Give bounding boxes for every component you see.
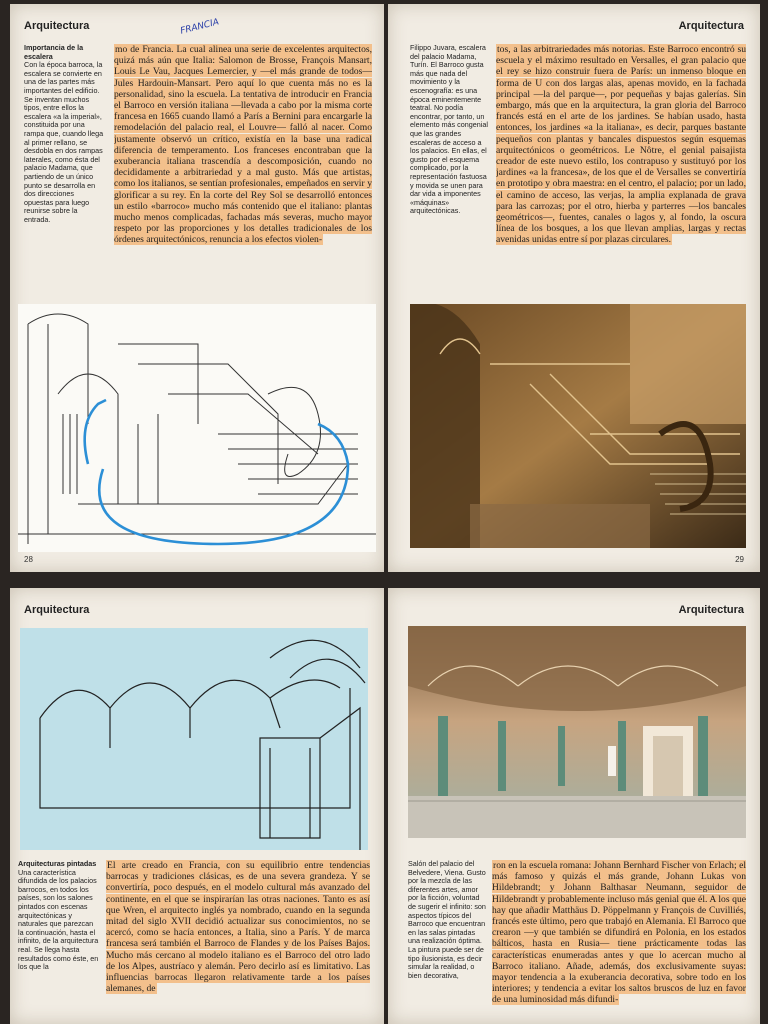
sidebar-text: Filippo Juvara, escalera del palacio Madama, Turín. El Barroco gusta más que nada del movimiento y la escenografía: es una época eminentemente teatral. No podía encontrar, por tanto, un elemento más congenial que las grandes escaleras de acceso a los palacios. En ellas, el gusto por el esquema complicado, por la representación fastuosa y movida se unen para dar vida a imponentes «máquinas» arquitectónicas. [410, 43, 488, 216]
body-paragraph: ron en la escuela romana: Johann Bernhard Fischer von Erlach; el más famoso y quizás el más grande, Johann Lukas von Hildebrandt; y Johann Balthasar Neumann, seguidor de Hildebrandt y probablemente incluso más genial que él. A los que hay que añadir Matthäus D. Pöppelmann y François de Cuvilliés, francés este último, pero que trabajó en Alemania. El Barroco que crearon —y que también se difundirá en Polonia, en los estados bálticos, hasta en Rusia— tiene prácticamente todas las características enumeradas antes y que lo acercan mucho al Barroco italiano. Añade, además, dos exclusivamente suyas: mayor tendencia a la exuberancia decorativa, sobre todo en los interiores; y tendencia a evitar los saltos bruscos de luz en favor de una luminosidad más difundi- [492, 860, 746, 1006]
body-text [496, 44, 746, 296]
running-head: Arquitectura [678, 604, 744, 616]
page-29 [388, 4, 760, 572]
page-number: 28 [24, 555, 33, 564]
sidebar-caption [410, 44, 490, 216]
sidebar-text: Salón del palacio del Belvedere, Viena. Gusto por la mezcla de las diferentes artes, amor por la ficción, voluntad de sugerir el infinito: son aspectos típicos del Barroco que encuentran en las salas pintadas una realización óptima. La pintura puede ser de tipo ilusionista, es decir simular la realidad, o bien decorativa, [408, 859, 486, 980]
sidebar-title: Importancia de la escalera [24, 43, 84, 61]
staircase-photo [410, 304, 746, 548]
sidebar-text: Una característica difundida de los palacios barrocos, en todos los países, son los salones pintados con escenas arquitectónicas y naturales que parezcan la continuación, hasta el infinito, de la arquitectura real. Se llega hasta resultados como éste, en los que la [18, 867, 99, 972]
staircase-drawing [18, 304, 376, 552]
body-text [492, 860, 746, 1022]
page-28 [10, 4, 384, 572]
sidebar-caption [18, 860, 100, 972]
sidebar-title: Arquitecturas pintadas [18, 859, 97, 868]
body-paragraph: El arte creado en Francia, con su equilibrio entre tendencias barrocas y tradiciones clásicas, es de una severa grandeza. Y se convertiría, poco después, en el modelo cultural más avanzado del continente, en el que se inspirarían las otras naciones. Tanto es así que Wren, el arquitecto inglés ya nombrado, cuando en la segunda mitad del siglo XVII decidió actualizar sus conocimientos, no se acercó, como se hacía entonces, a Italia, sino a París. Y de marca francesa será también el Barroco de Flandes y de los Países Bajos. Mucho más cercano al modelo italiano es el Barroco del otro lado de los Alpes, austríaco y alemán. Pero decirlo así es limitativo. Las influencias barrocas llegaron relativamente tarde a los países alemanes, de [106, 860, 370, 995]
body-text [106, 860, 370, 1022]
body-paragraph: tos, a las arbitrariedades más notorias. Este Barroco encontró su escuela y el máximo resultado en Versalles, el gran palacio que el rey se hizo construir fuera de París: un inmenso bloque en forma de U con dos largas alas, apenas movido, en la fachada principal —la del parque—, por pequeñas y bajas galerías. Sin embargo, más que en la arquitectura, la gran gloria del Barroco francés está en el arte de los jardines. Se habían usado, hasta entonces, los jardines «a la italiana», es decir, parques bastante pequeños con plantas y bancales dispuestos según esquemas arquitectónicos o geométricos. Le Nôtre, el genial paisajista creador de este nuevo estilo, los contrapuso y sustituyó por los jardines «a la francesa», de los que el de Versalles se convertiría en prototipo y obra maestra: en el centro, el palacio; por un lado, el camino de acceso, las verjas, la amplia explanada de grava para las carrozas; por el otro, hierba y parterres —los bancales geométricos—, fuentes, canales o lagos y, al fondo, la oscura línea de los bosques, a los que llevan amplias, largas y rectas avenidas unidas entre sí por plazas circulares. [496, 44, 746, 246]
body-paragraph: mo de Francia. La cual alinea una serie de excelentes arquitectos, quizá más aún que Italia: Salomon de Brosse, François Mansart, Louis Le Vau, Jacques Lemercier, y —el más grande de todos— Jules Hardouin-Mansart. Pero aquí lo que cuenta más no es la personalidad, sino la escuela. La tentativa de introducir en Francia el Barroco en versión italiana —llevada a cabo por la misma corte francesa en 1665 cuando llamó a París a Bernini para encargarle la remodelación del palacio real, el Louvre— falló al nacer. Como justamente observó un crítico, existía en la base una radical diferencia de temperamento. Los franceses encontraban que la exuberancia italiana trascendía a descomposición, cuando no decididamente a arbitrariedad y a mal gusto. Más que artistas, como los italianos, se sentían profesionales, empeñados en servir y glorificar a su rey. En la corte del Rey Sol se desarrolló entonces un estilo «barroco» mucho más contenido que el italiano: plantas mucho menos complicadas, fachadas más severas, mucho mayor respeto por las proporciones y los detalles tradicionales de los órdenes arquitectónicos, renuncia a los efectos violen- [114, 44, 372, 246]
page-number: 29 [735, 555, 744, 564]
page-30 [10, 588, 384, 1024]
sidebar-caption [408, 860, 488, 980]
sidebar-caption [24, 44, 104, 224]
running-head: Arquitectura [678, 20, 744, 32]
running-head: Arquitectura [24, 604, 90, 616]
painted-architecture-drawing [20, 628, 368, 850]
page-31 [388, 588, 760, 1024]
body-text [114, 44, 372, 296]
sidebar-text: Con la época barroca, la escalera se convierte en una de las partes más importantes del edificio. Se inventan muchos tipos, entre ellos la escalera «a la imperial», constituida por una rampa que, cuando llega al primer rellano, se desdobla en dos rampas laterales, como ésta del palacio Madama, que partiendo de un único punto se desarrolla en dos direcciones opuestas para luego reunirse sobre la entrada. [24, 60, 104, 224]
belvedere-hall-photo [408, 626, 746, 838]
running-head: Arquitectura [24, 20, 90, 32]
handwritten-note: FRANCIA [179, 17, 221, 37]
